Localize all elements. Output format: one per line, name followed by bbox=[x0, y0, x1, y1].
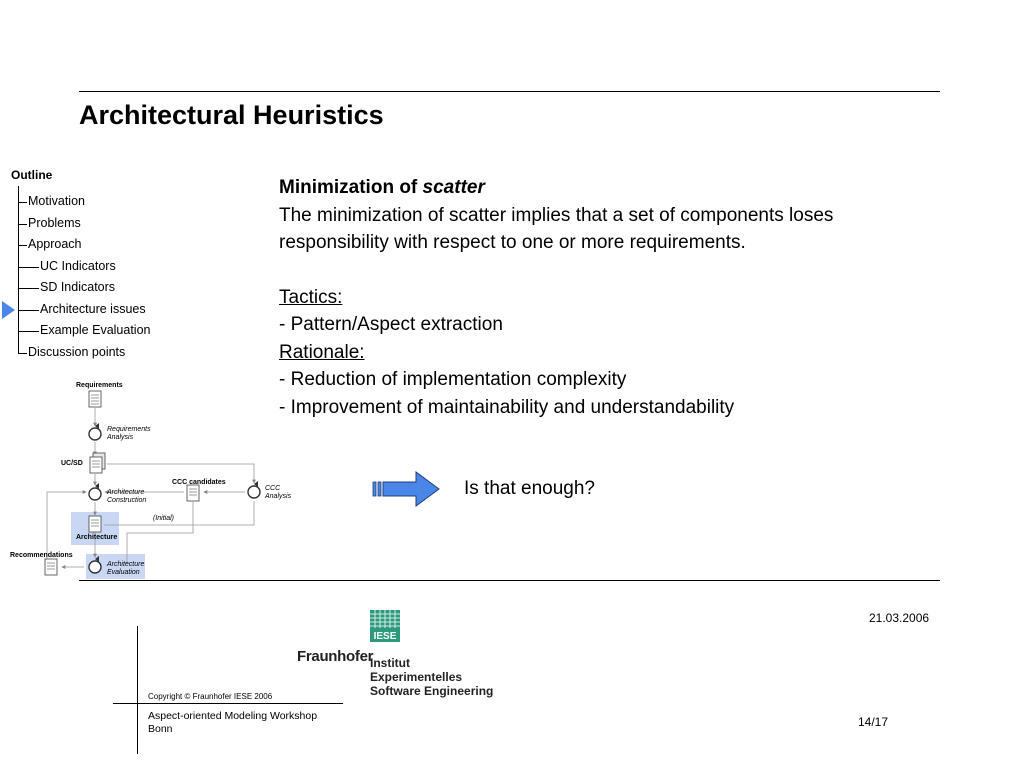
institute-name: Institut Experimentelles Software Engineering bbox=[370, 656, 494, 698]
slide-title: Architectural Heuristics bbox=[79, 100, 384, 130]
callout-question: Is that enough? bbox=[464, 478, 595, 499]
outline-item-approach[interactable]: Approach bbox=[28, 237, 82, 251]
diagram-label-requirements: Requirements bbox=[76, 382, 123, 389]
diagram-label-ucsd: UC/SD bbox=[61, 460, 83, 467]
process-diagram bbox=[0, 375, 300, 585]
slide-content bbox=[279, 174, 919, 421]
right-arrow-icon bbox=[372, 470, 442, 508]
svg-text:CCC: CCC bbox=[265, 485, 281, 492]
outline-heading: Outline bbox=[11, 168, 53, 182]
footer-horizontal-rule bbox=[113, 703, 343, 704]
svg-text:Architecture: Architecture bbox=[107, 561, 145, 568]
outline-item-sd-indicators[interactable]: SD Indicators bbox=[40, 280, 116, 294]
tactic-item: - Pattern/Aspect extraction bbox=[279, 314, 503, 335]
iese-logo-icon bbox=[370, 610, 400, 642]
svg-text:IESE: IESE bbox=[373, 631, 397, 642]
outline-item-architecture-issues[interactable]: Architecture issues bbox=[40, 302, 146, 316]
rationale-item: - Reduction of implementation complexity bbox=[279, 369, 627, 390]
content-heading: Minimization of scatter bbox=[279, 177, 485, 198]
outline-item-problems[interactable]: Problems bbox=[28, 216, 81, 230]
copyright-text: Copyright © Fraunhofer IESE 2006 bbox=[148, 692, 273, 701]
svg-text:Analysis: Analysis bbox=[107, 434, 134, 441]
svg-text:Evaluation: Evaluation bbox=[107, 569, 140, 576]
page-number: 14/17 bbox=[858, 715, 889, 729]
svg-text:Architecture: Architecture bbox=[107, 489, 145, 496]
svg-text:Analysis: Analysis bbox=[265, 493, 292, 500]
outline-item-example-evaluation[interactable]: Example Evaluation bbox=[40, 323, 151, 337]
slide-date: 21.03.2006 bbox=[869, 611, 930, 625]
diagram-label-architecture: Architecture bbox=[76, 534, 118, 541]
outline-item-uc-indicators[interactable]: UC Indicators bbox=[40, 259, 116, 273]
rationale-label: Rationale: bbox=[279, 341, 365, 363]
header-rule bbox=[79, 91, 940, 92]
diagram-label-recommendations: Recommendations bbox=[10, 552, 73, 559]
footer-vertical-rule bbox=[137, 626, 138, 754]
outline-item-motivation[interactable]: Motivation bbox=[28, 194, 85, 208]
outline-item-discussion-points[interactable]: Discussion points bbox=[28, 345, 126, 359]
current-section-marker-icon bbox=[2, 301, 15, 319]
diagram-label-ccc-candidates: CCC candidates bbox=[172, 479, 226, 486]
fraunhofer-wordmark: Fraunhofer bbox=[297, 648, 374, 665]
tactics-label: Tactics: bbox=[279, 286, 343, 308]
content-description: The minimization of scatter implies that a set of components loses responsibility with respect to one or more requirements. bbox=[279, 204, 834, 253]
svg-text:Construction: Construction bbox=[107, 497, 147, 504]
svg-text:Requirements: Requirements bbox=[107, 426, 151, 433]
footer-rule bbox=[79, 580, 940, 581]
diagram-label-initial: (Initial) bbox=[153, 515, 175, 522]
rationale-item: - Improvement of maintainability and understandability bbox=[279, 396, 735, 418]
event-info: Aspect-oriented Modeling Workshop Bonn bbox=[148, 710, 318, 735]
